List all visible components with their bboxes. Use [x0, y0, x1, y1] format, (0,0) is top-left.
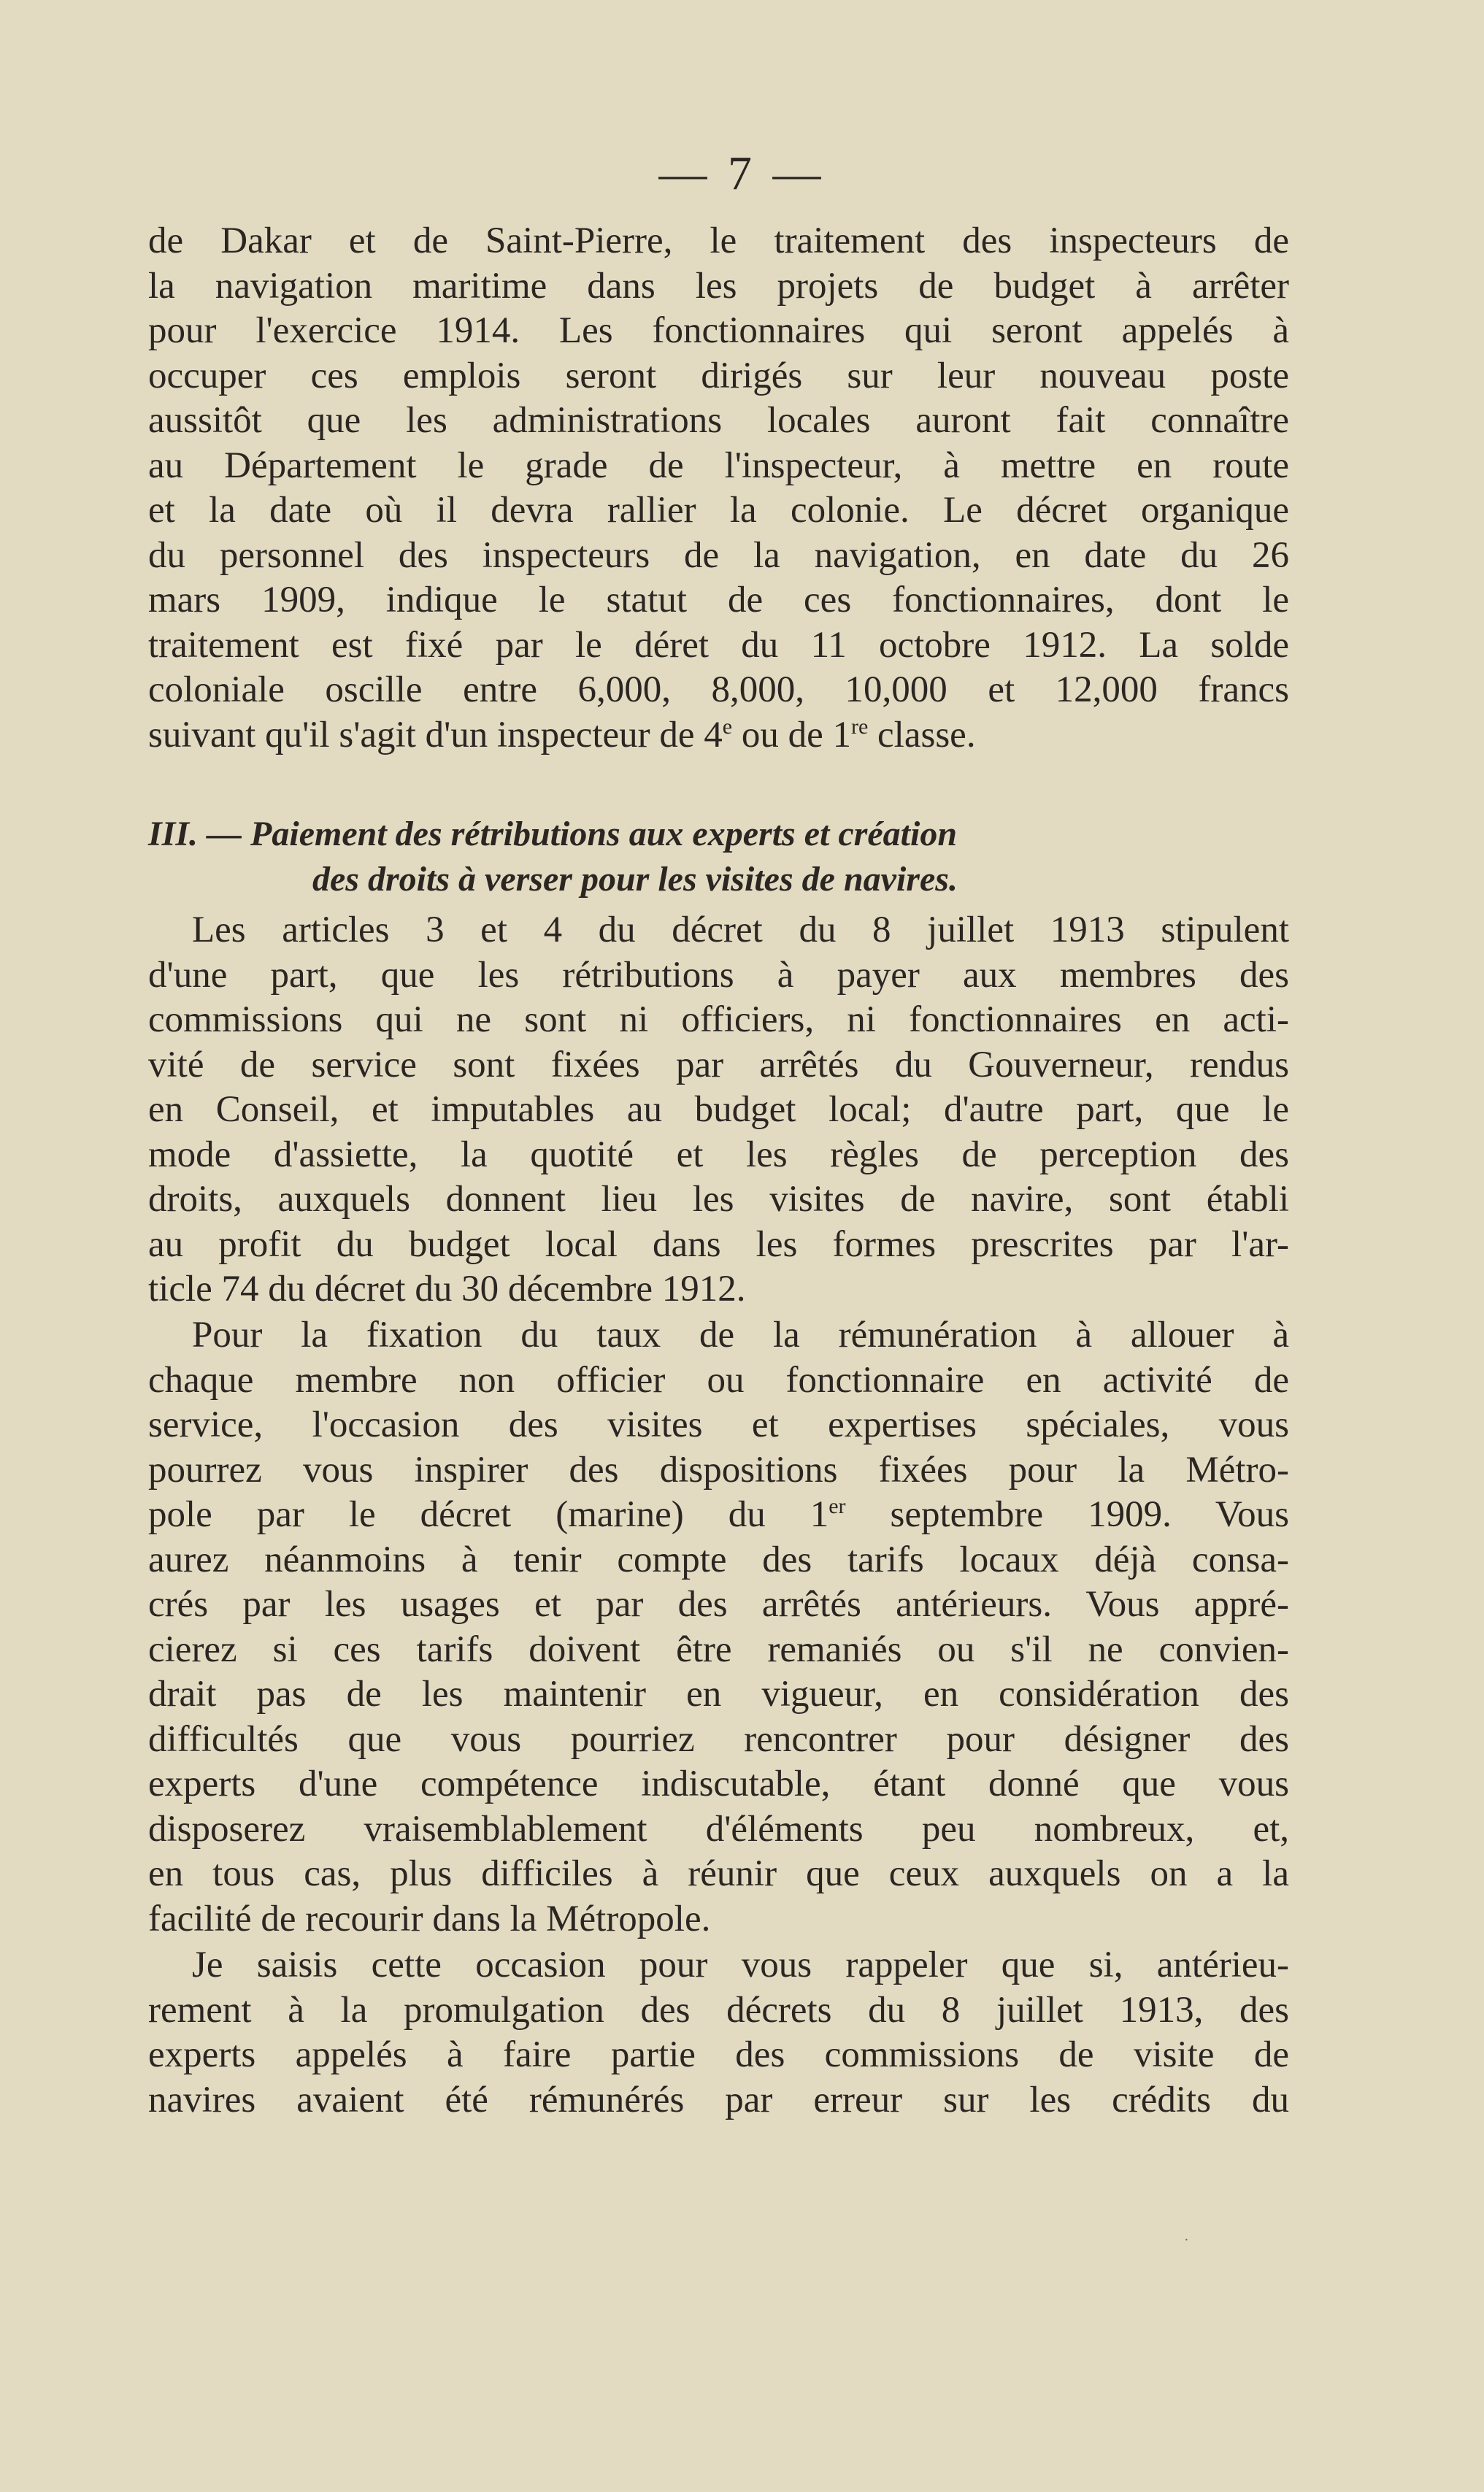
page-number: — 7 — — [658, 147, 826, 200]
text-line: aurez néanmoins à tenir compte des tarifs locaux déjà consa- — [148, 1539, 1289, 1580]
superscript: re — [850, 714, 869, 739]
section-heading — [148, 812, 1289, 902]
superscript: er — [828, 1494, 846, 1518]
text-line: experts appelés à faire partie des commissions de visite de — [148, 2034, 1289, 2075]
paragraph-1 — [148, 219, 1289, 758]
text-line: Pour la fixation du taux de la rémunération à allouer à — [192, 1315, 1289, 1355]
text-line: facilité de recourir dans la Métropole. — [148, 1898, 711, 1939]
text-line: commissions qui ne sont ni officiers, ni fonctionnaires en acti- — [148, 999, 1289, 1040]
text-line: service, l'occasion des visites et expertises spéciales, vous — [148, 1404, 1289, 1445]
text-line: droits, auxquels donnent lieu les visites de navire, sont établi — [148, 1179, 1289, 1220]
text-line — [148, 1493, 1289, 1538]
superscript: e — [722, 714, 733, 739]
heading-line: III. — Paiement des rétributions aux experts et création — [148, 815, 958, 853]
text-fragment: septembre 1909. Vous — [845, 1494, 1289, 1535]
text-line: chaque membre non officier ou fonctionnaire en activité de — [148, 1359, 1289, 1401]
text-line: en Conseil, et imputables au budget local; d'autre part, que le — [148, 1089, 1289, 1130]
text-fragment: ou de 1 — [732, 714, 851, 755]
text-line — [148, 713, 1289, 758]
text-line: en tous cas, plus difficiles à réunir que ceux auxquels on a la — [148, 1853, 1289, 1894]
text-line: coloniale oscille entre 6,000, 8,000, 10,000 et 12,000 francs — [148, 669, 1289, 710]
text-line: difficultés que vous pourriez rencontrer pour désigner des — [148, 1718, 1289, 1760]
text-line: au Département le grade de l'inspecteur, à mettre en route — [148, 445, 1289, 486]
text-line: pour l'exercice 1914. Les fonctionnaires qui seront appelés à — [148, 310, 1289, 351]
text-fragment: pole par le décret (marine) du 1 — [148, 1494, 829, 1535]
text-line: disposerez vraisemblablement d'éléments peu nombreux, et, — [148, 1808, 1289, 1850]
text-line: pourrez vous inspirer des dispositions fixées pour la Métro- — [148, 1449, 1289, 1491]
text-line: cierez si ces tarifs doivent être remaniés ou s'il ne convien- — [148, 1628, 1289, 1670]
text-line: occuper ces emplois seront dirigés sur leur nouveau poste — [148, 355, 1289, 396]
text-line: traitement est fixé par le déret du 11 octobre 1912. La solde — [148, 624, 1289, 666]
text-line: du personnel des inspecteurs de la navigation, en date du 26 — [148, 534, 1289, 576]
text-line: aussitôt que les administrations locales auront fait connaître — [148, 400, 1289, 441]
text-line: crés par les usages et par des arrêtés antérieurs. Vous appré- — [148, 1584, 1289, 1625]
text-fragment: suivant qu'il s'agit d'un inspecteur de 4 — [148, 714, 723, 755]
text-line: de Dakar et de Saint-Pierre, le traitement des inspecteurs de — [148, 220, 1289, 261]
text-line: experts d'une compétence indiscutable, étant donné que vous — [148, 1764, 1289, 1804]
text-line: Les articles 3 et 4 du décret du 8 juillet 1913 stipulent — [192, 909, 1289, 950]
paragraph-2 — [148, 908, 1289, 1312]
text-line: et la date où il devra rallier la colonie. Le décret organique — [148, 490, 1289, 531]
ink-speck: · — [1184, 2232, 1189, 2248]
text-line: la navigation maritime dans les projets de budget à arrêter — [148, 265, 1289, 307]
heading-line: des droits à verser pour les visites de navires. — [312, 860, 958, 899]
text-line: ticle 74 du décret du 30 décembre 1912. — [148, 1269, 746, 1310]
text-line: Je saisis cette occasion pour vous rappeler que si, antérieu- — [192, 1945, 1289, 1985]
text-line: rement à la promulgation des décrets du 8 juillet 1913, des — [148, 1989, 1289, 2031]
paragraph-3 — [148, 1313, 1289, 1942]
text-fragment: classe. — [868, 714, 976, 755]
text-line: d'une part, que les rétributions à payer aux membres des — [148, 954, 1289, 996]
text-line: mars 1909, indique le statut de ces fonctionnaires, dont le — [148, 580, 1289, 620]
paragraph-4 — [148, 1943, 1289, 2123]
text-line: drait pas de les maintenir en vigueur, en considération des — [148, 1674, 1289, 1715]
text-line: mode d'assiette, la quotité et les règles de perception des — [148, 1134, 1289, 1175]
text-line: vité de service sont fixées par arrêtés du Gouverneur, rendus — [148, 1044, 1289, 1085]
text-line: au profit du budget local dans les formes prescrites par l'ar- — [148, 1223, 1289, 1265]
text-line: navires avaient été rémunérés par erreur sur les crédits du — [148, 2079, 1289, 2120]
